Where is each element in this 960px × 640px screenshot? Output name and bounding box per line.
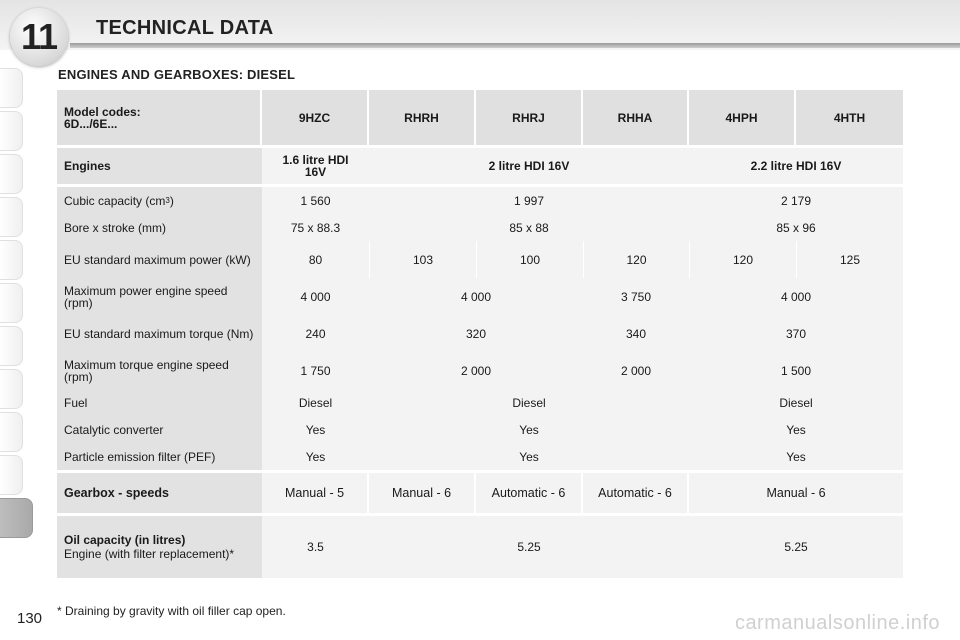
max-power-value: 80 — [262, 241, 369, 278]
bore-stroke-label: Bore x stroke (mm) — [57, 214, 262, 241]
chapter-tab-active[interactable] — [0, 498, 33, 538]
gearbox-value: Automatic - 6 — [476, 473, 583, 513]
chapter-badge — [10, 8, 68, 66]
max-torque-speed-value: 2 000 — [583, 352, 689, 389]
max-torque-speed-value: 1 500 — [689, 352, 903, 389]
cubic-capacity-value: 1 997 — [369, 187, 689, 214]
chapter-tab[interactable] — [0, 197, 23, 237]
model-code: RHRJ — [476, 90, 583, 145]
fuel-value: Diesel — [369, 389, 689, 416]
catalytic-converter-value: Yes — [369, 416, 689, 443]
gearbox-value: Manual - 6 — [369, 473, 476, 513]
chapter-tab[interactable] — [0, 455, 23, 495]
chapter-number: 11 — [20, 16, 58, 57]
max-torque-value: 370 — [689, 315, 903, 352]
footnote: * Draining by gravity with oil filler cap open. — [57, 604, 286, 618]
oil-capacity-row — [57, 516, 903, 578]
gearbox-row — [57, 473, 903, 513]
engine-1-6: 1.6 litre HDI 16V — [262, 148, 369, 184]
gearbox-value: Automatic - 6 — [583, 473, 689, 513]
catalytic-converter-value: Yes — [689, 416, 903, 443]
max-torque-speed-label: Maximum torque engine speed (rpm) — [57, 352, 262, 389]
pef-label: Particle emission filter (PEF) — [57, 443, 262, 470]
page-number: 130 — [17, 610, 43, 627]
oil-capacity-value: 3.5 — [262, 516, 369, 578]
max-power-speed-value: 4 000 — [369, 278, 583, 315]
oil-capacity-value: 5.25 — [369, 516, 689, 578]
max-power-value: 103 — [369, 241, 476, 278]
chapter-tab[interactable] — [0, 283, 23, 323]
gearbox-label: Gearbox - speeds — [57, 473, 262, 513]
pef-value: Yes — [262, 443, 369, 470]
max-torque-value: 240 — [262, 315, 369, 352]
gearbox-value: Manual - 6 — [689, 473, 903, 513]
chapter-tab[interactable] — [0, 154, 23, 194]
header-rule — [70, 43, 960, 48]
oil-capacity-label — [57, 516, 262, 578]
max-power-value: 120 — [583, 241, 689, 278]
chapter-tab[interactable] — [0, 326, 23, 366]
chapter-tab[interactable] — [0, 111, 23, 151]
max-power-speed-value: 3 750 — [583, 278, 689, 315]
bore-stroke-value: 75 x 88.3 — [262, 214, 369, 241]
section-title: ENGINES AND GEARBOXES: DIESEL — [58, 67, 296, 82]
cubic-capacity-label: Cubic capacity (cm 3 ) — [57, 187, 262, 214]
model-code: 4HTH — [796, 90, 903, 145]
catalytic-converter-value: Yes — [262, 416, 369, 443]
chapter-tab[interactable] — [0, 68, 23, 108]
pef-value: Yes — [369, 443, 689, 470]
max-power-speed-value: 4 000 — [262, 278, 369, 315]
max-torque-value: 340 — [583, 315, 689, 352]
cubic-capacity-value: 2 179 — [689, 187, 903, 214]
gearbox-value: Manual - 5 — [262, 473, 369, 513]
pef-value: Yes — [689, 443, 903, 470]
engines-row — [57, 148, 903, 184]
fuel-value: Diesel — [689, 389, 903, 416]
catalytic-converter-label: Catalytic converter — [57, 416, 262, 443]
page-title: TECHNICAL DATA — [96, 17, 274, 39]
chapter-tab[interactable] — [0, 369, 23, 409]
oil-capacity-subtitle: Engine (with filter replacement)* — [64, 547, 235, 561]
max-power-value: 125 — [796, 241, 903, 278]
model-code: 9HZC — [262, 90, 369, 145]
max-torque-value: 320 — [369, 315, 583, 352]
engines-label: Engines — [57, 148, 262, 184]
cubic-capacity-label-text: Cubic capacity (cm — [64, 193, 166, 208]
max-torque-speed-value: 2 000 — [369, 352, 583, 389]
model-code: RHRH — [369, 90, 476, 145]
model-code: 4HPH — [689, 90, 796, 145]
max-torque-speed-value: 1 750 — [262, 352, 369, 389]
model-code: RHHA — [583, 90, 689, 145]
oil-capacity-value: 5.25 — [689, 516, 903, 578]
cubic-capacity-value: 1 560 — [262, 187, 369, 214]
chapter-tabs — [0, 68, 38, 541]
engine-2-0: 2 litre HDI 16V — [369, 148, 689, 184]
watermark: carmanualsonline.info — [734, 612, 940, 634]
bore-stroke-value: 85 x 96 — [689, 214, 903, 241]
chapter-tab[interactable] — [0, 412, 23, 452]
bore-stroke-value: 85 x 88 — [369, 214, 689, 241]
engine-2-2: 2.2 litre HDI 16V — [689, 148, 903, 184]
cubic-capacity-label-close: ) — [169, 193, 174, 208]
max-power-value: 120 — [689, 241, 796, 278]
fuel-value: Diesel — [262, 389, 369, 416]
max-torque-label: EU standard maximum torque (Nm) — [57, 315, 262, 352]
fuel-label: Fuel — [57, 389, 262, 416]
max-power-speed-value: 4 000 — [689, 278, 903, 315]
oil-capacity-title: Oil capacity (in litres) — [64, 533, 186, 547]
model-codes-label: Model codes: 6D.../6E... — [57, 90, 262, 145]
max-power-value: 100 — [476, 241, 583, 278]
max-power-speed-label: Maximum power engine speed (rpm) — [57, 278, 262, 315]
specs-block — [57, 187, 903, 470]
model-codes-row — [57, 90, 903, 145]
chapter-tab[interactable] — [0, 240, 23, 280]
max-power-label: EU standard maximum power (kW) — [57, 241, 262, 278]
technical-data-table — [57, 90, 903, 581]
